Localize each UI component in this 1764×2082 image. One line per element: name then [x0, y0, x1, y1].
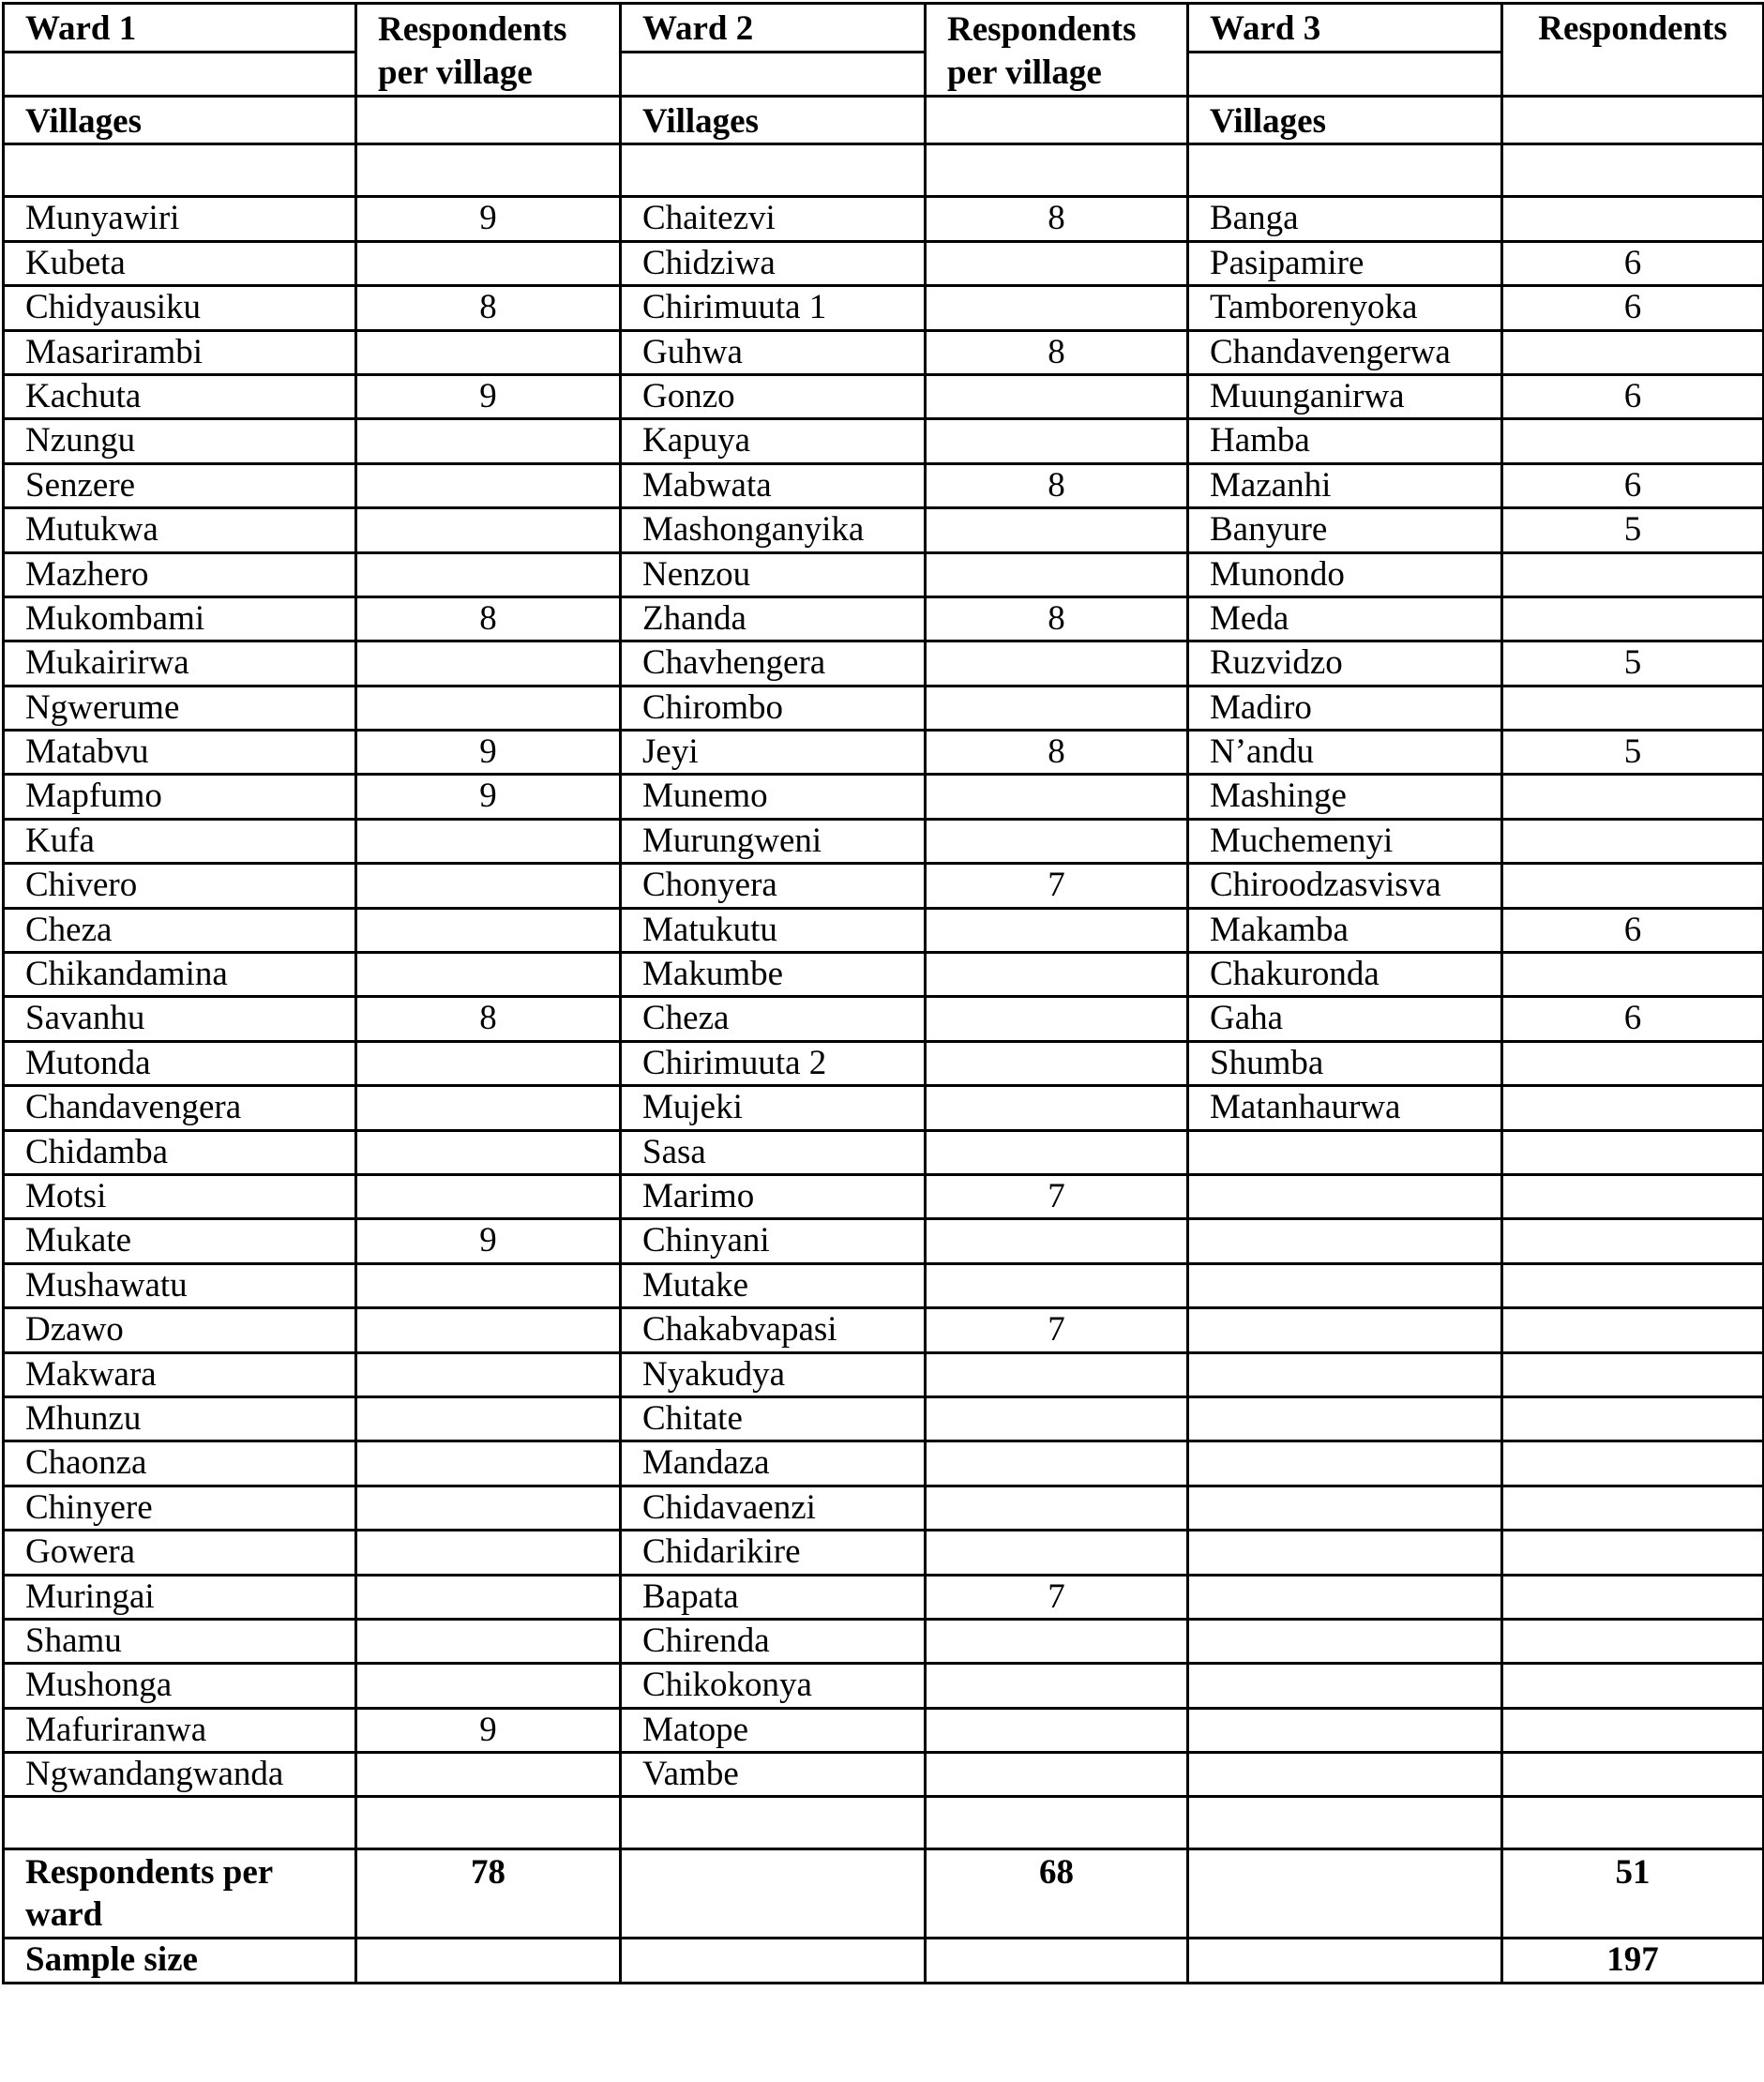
- table-row: [4, 997, 1764, 1041]
- ward3-respondent-count: [1502, 1708, 1764, 1752]
- ward2-village-name: Chinyani: [621, 1219, 926, 1263]
- ward2-respondent-count: [926, 819, 1188, 863]
- ward3-village-name: Matanhaurwa: [1188, 1086, 1502, 1130]
- ward2-village-name: Chidarikire: [621, 1531, 926, 1575]
- empty-cell: [621, 1939, 926, 1983]
- ward2-respondent-count: [926, 286, 1188, 330]
- ward2-village-name: Munemo: [621, 775, 926, 819]
- ward3-village-name: Makamba: [1188, 908, 1502, 952]
- ward1-respondent-count: [356, 330, 621, 374]
- table-row: [4, 1753, 1764, 1797]
- table-row: [4, 819, 1764, 863]
- table-row: [4, 1219, 1764, 1263]
- ward1-respondent-count: [356, 1263, 621, 1307]
- ward1-village-name: Chikandamina: [4, 953, 356, 997]
- ward2-respondent-count: [926, 552, 1188, 596]
- ward2-respondent-count: 7: [926, 1174, 1188, 1218]
- table-row: [4, 1396, 1764, 1441]
- ward3-respondent-count: [1502, 775, 1764, 819]
- ward3-respondent-count: 6: [1502, 374, 1764, 418]
- ward1-respondent-count: [356, 1174, 621, 1218]
- ward3-village-name: [1188, 1619, 1502, 1663]
- ward1-respondent-count: [356, 1753, 621, 1797]
- ward2-village-name: Mandaza: [621, 1441, 926, 1486]
- ward3-village-name: [1188, 1708, 1502, 1752]
- ward3-respondent-count: 6: [1502, 908, 1764, 952]
- table-row: [4, 374, 1764, 418]
- ward1-respondent-count: [356, 1352, 621, 1396]
- ward1-respondent-count: 9: [356, 1708, 621, 1752]
- ward3-village-name: Tamborenyoka: [1188, 286, 1502, 330]
- ward1-village-name: Chaonza: [4, 1441, 356, 1486]
- ward3-village-name: Ruzvidzo: [1188, 641, 1502, 686]
- ward1-village-name: Nzungu: [4, 419, 356, 463]
- ward3-village-name: [1188, 1130, 1502, 1174]
- ward3-village-name: [1188, 1396, 1502, 1441]
- empty-cell: [621, 1849, 926, 1939]
- ward3-respondent-count: [1502, 1619, 1764, 1663]
- ward3-respondent-count: 5: [1502, 731, 1764, 775]
- ward1-village-name: Cheza: [4, 908, 356, 952]
- ward1-respondent-count: [356, 508, 621, 552]
- ward2-respondent-count: 7: [926, 1308, 1188, 1352]
- ward3-village-name: Hamba: [1188, 419, 1502, 463]
- ward1-village-name: Mhunzu: [4, 1396, 356, 1441]
- table-row: [4, 1041, 1764, 1085]
- empty-cell: [926, 97, 1188, 144]
- ward2-respondent-count: [926, 508, 1188, 552]
- ward3-village-name: [1188, 1352, 1502, 1396]
- ward3-respondent-count: 6: [1502, 241, 1764, 285]
- table-row: [4, 731, 1764, 775]
- table-row: [4, 197, 1764, 241]
- ward3-village-name: N’andu: [1188, 731, 1502, 775]
- table-row: [4, 864, 1764, 908]
- ward1-village-name: Mukairirwa: [4, 641, 356, 686]
- ward3-village-name: [1188, 1441, 1502, 1486]
- ward1-village-name: Kachuta: [4, 374, 356, 418]
- ward2-respondent-count: [926, 1486, 1188, 1530]
- ward3-respondent-count: [1502, 1352, 1764, 1396]
- ward3-respondent-count: [1502, 1041, 1764, 1085]
- ward1-village-name: Mapfumo: [4, 775, 356, 819]
- ward3-village-name: Chandavengerwa: [1188, 330, 1502, 374]
- table-row: [4, 775, 1764, 819]
- ward2-village-name: Chakabvapasi: [621, 1308, 926, 1352]
- ward2-village-name: Mashonganyika: [621, 508, 926, 552]
- ward3-respondent-count: [1502, 953, 1764, 997]
- table-row: [4, 1174, 1764, 1218]
- ward1-village-name: Savanhu: [4, 997, 356, 1041]
- ward2-respondent-count: [926, 1263, 1188, 1307]
- ward1-village-name: Chivero: [4, 864, 356, 908]
- ward3-village-name: [1188, 1664, 1502, 1708]
- ward2-village-name: Mutake: [621, 1263, 926, 1307]
- ward1-respondent-count: [356, 1531, 621, 1575]
- table-row: [4, 1308, 1764, 1352]
- ward2-respondent-count: [926, 1708, 1188, 1752]
- ward3-respondent-count: 6: [1502, 286, 1764, 330]
- sample-size-value: 197: [1502, 1939, 1764, 1983]
- ward1-respondent-count: [356, 819, 621, 863]
- ward1-respondent-count: 9: [356, 775, 621, 819]
- ward1-village-name: Munyawiri: [4, 197, 356, 241]
- ward1-respondent-count: 8: [356, 286, 621, 330]
- table-row: [4, 1352, 1764, 1396]
- ward2-respondent-count: 7: [926, 1575, 1188, 1619]
- ward2-village-name: Chikokonya: [621, 1664, 926, 1708]
- ward1-village-name: Matabvu: [4, 731, 356, 775]
- ward3-respondent-count: [1502, 596, 1764, 641]
- respondents-per-ward-label: Respondents per ward: [4, 1849, 356, 1939]
- ward2-village-name: Nenzou: [621, 552, 926, 596]
- table-row: [4, 286, 1764, 330]
- ward2-village-name: Vambe: [621, 1753, 926, 1797]
- ward3-village-name: [1188, 1308, 1502, 1352]
- ward1-village-name: Muringai: [4, 1575, 356, 1619]
- table-row: [4, 1441, 1764, 1486]
- ward2-respondent-count: [926, 1531, 1188, 1575]
- table-row: [4, 463, 1764, 507]
- ward2-village-name: Murungweni: [621, 819, 926, 863]
- ward2-village-name: Chirenda: [621, 1619, 926, 1663]
- table-row: [4, 508, 1764, 552]
- ward2-villages-label: Villages: [621, 97, 926, 144]
- ward3-villages-label: Villages: [1188, 97, 1502, 144]
- ward3-respondent-count: [1502, 1486, 1764, 1530]
- ward3-village-name: Chakuronda: [1188, 953, 1502, 997]
- empty-cell: [1188, 1849, 1502, 1939]
- ward2-respondents-header: Respondents per village: [926, 4, 1188, 97]
- ward1-respondent-count: 9: [356, 731, 621, 775]
- ward3-village-name: Gaha: [1188, 997, 1502, 1041]
- ward3-respondent-count: [1502, 819, 1764, 863]
- ward2-respondent-count: [926, 1664, 1188, 1708]
- ward3-header-spacer: [1188, 52, 1502, 96]
- ward2-respondent-count: 7: [926, 864, 1188, 908]
- ward3-respondent-count: [1502, 1263, 1764, 1307]
- ward3-respondent-count: 5: [1502, 508, 1764, 552]
- ward1-village-name: Makwara: [4, 1352, 356, 1396]
- ward3-village-name: Mashinge: [1188, 775, 1502, 819]
- ward1-village-name: Dzawo: [4, 1308, 356, 1352]
- sample-size-row: [4, 1939, 1764, 1983]
- ward1-respondent-count: 9: [356, 197, 621, 241]
- ward1-respondent-count: [356, 641, 621, 686]
- ward1-respondent-count: [356, 1396, 621, 1441]
- ward1-respondent-count: 8: [356, 596, 621, 641]
- ward1-respondent-count: [356, 1664, 621, 1708]
- table-row: [4, 419, 1764, 463]
- ward1-villages-label: Villages: [4, 97, 356, 144]
- ward3-respondent-count: [1502, 686, 1764, 730]
- ward1-respondent-count: [356, 463, 621, 507]
- ward2-village-name: Kapuya: [621, 419, 926, 463]
- table-row: [4, 330, 1764, 374]
- ward1-respondent-count: [356, 1041, 621, 1085]
- ward3-village-name: Banga: [1188, 197, 1502, 241]
- ward2-respondent-count: 8: [926, 463, 1188, 507]
- ward1-village-name: Kubeta: [4, 241, 356, 285]
- ward1-header: Ward 1: [4, 4, 356, 53]
- ward3-village-name: Meda: [1188, 596, 1502, 641]
- empty-cell: [356, 97, 621, 144]
- ward3-respondent-count: [1502, 197, 1764, 241]
- table-row: [4, 953, 1764, 997]
- table-row: [4, 641, 1764, 686]
- ward3-total: 51: [1502, 1849, 1764, 1939]
- ward2-respondent-count: 8: [926, 330, 1188, 374]
- table-row: [4, 908, 1764, 952]
- ward1-village-name: Mukombami: [4, 596, 356, 641]
- table-row: [4, 1664, 1764, 1708]
- ward1-village-name: Chidamba: [4, 1130, 356, 1174]
- ward1-respondent-count: [356, 419, 621, 463]
- ward2-village-name: Chitate: [621, 1396, 926, 1441]
- empty-cell: [1502, 97, 1764, 144]
- ward2-village-name: Chonyera: [621, 864, 926, 908]
- ward2-village-name: Zhanda: [621, 596, 926, 641]
- table-row: [4, 1708, 1764, 1752]
- ward3-village-name: [1188, 1575, 1502, 1619]
- ward2-respondent-count: [926, 419, 1188, 463]
- ward1-total: 78: [356, 1849, 621, 1939]
- table-row: [4, 596, 1764, 641]
- ward3-village-name: Mazanhi: [1188, 463, 1502, 507]
- ward2-respondent-count: [926, 775, 1188, 819]
- ward2-respondent-count: [926, 1041, 1188, 1085]
- ward1-village-name: Mutukwa: [4, 508, 356, 552]
- ward2-village-name: Gonzo: [621, 374, 926, 418]
- spacer-row: [4, 144, 1764, 197]
- ward2-village-name: Chidavaenzi: [621, 1486, 926, 1530]
- ward1-village-name: Chidyausiku: [4, 286, 356, 330]
- ward3-respondent-count: [1502, 1531, 1764, 1575]
- ward3-respondent-count: [1502, 330, 1764, 374]
- ward2-respondent-count: [926, 241, 1188, 285]
- ward1-respondent-count: [356, 686, 621, 730]
- ward1-respondent-count: 9: [356, 374, 621, 418]
- ward3-respondent-count: [1502, 1130, 1764, 1174]
- ward1-village-name: Mushonga: [4, 1664, 356, 1708]
- ward2-respondent-count: [926, 1130, 1188, 1174]
- ward2-village-name: Mabwata: [621, 463, 926, 507]
- ward2-village-name: Chidziwa: [621, 241, 926, 285]
- ward3-village-name: Muunganirwa: [1188, 374, 1502, 418]
- ward2-village-name: Chirimuuta 1: [621, 286, 926, 330]
- ward3-village-name: Munondo: [1188, 552, 1502, 596]
- ward1-respondent-count: [356, 908, 621, 952]
- ward2-village-name: Bapata: [621, 1575, 926, 1619]
- ward1-respondent-count: [356, 1086, 621, 1130]
- respondents-by-village-table: [2, 2, 1764, 1984]
- respondents-per-ward-row: [4, 1849, 1764, 1939]
- table-row: [4, 241, 1764, 285]
- ward3-respondent-count: [1502, 1219, 1764, 1263]
- ward3-village-name: [1188, 1263, 1502, 1307]
- ward1-respondent-count: [356, 241, 621, 285]
- ward3-village-name: Shumba: [1188, 1041, 1502, 1085]
- spacer-row: [4, 1797, 1764, 1849]
- table-row: [4, 1486, 1764, 1530]
- empty-cell: [926, 1939, 1188, 1983]
- ward1-village-name: Shamu: [4, 1619, 356, 1663]
- ward2-respondent-count: [926, 1619, 1188, 1663]
- ward2-village-name: Mujeki: [621, 1086, 926, 1130]
- ward2-village-name: Chavhengera: [621, 641, 926, 686]
- ward2-respondent-count: [926, 1753, 1188, 1797]
- ward3-respondent-count: [1502, 1308, 1764, 1352]
- ward2-respondent-count: [926, 641, 1188, 686]
- ward1-respondent-count: 8: [356, 997, 621, 1041]
- ward2-village-name: Sasa: [621, 1130, 926, 1174]
- ward3-village-name: Muchemenyi: [1188, 819, 1502, 863]
- ward2-village-name: Nyakudya: [621, 1352, 926, 1396]
- ward1-village-name: Mutonda: [4, 1041, 356, 1085]
- ward1-village-name: Mukate: [4, 1219, 356, 1263]
- ward3-village-name: [1188, 1531, 1502, 1575]
- ward3-village-name: [1188, 1174, 1502, 1218]
- ward3-header: Ward 3: [1188, 4, 1502, 53]
- ward3-respondent-count: [1502, 1441, 1764, 1486]
- sample-size-label: Sample size: [4, 1939, 356, 1983]
- ward3-village-name: [1188, 1486, 1502, 1530]
- ward2-respondent-count: [926, 1086, 1188, 1130]
- ward3-respondent-count: [1502, 1396, 1764, 1441]
- ward3-respondent-count: [1502, 864, 1764, 908]
- ward3-respondent-count: [1502, 419, 1764, 463]
- table-row: [4, 1531, 1764, 1575]
- ward3-village-name: Banyure: [1188, 508, 1502, 552]
- ward1-respondent-count: [356, 864, 621, 908]
- ward1-respondent-count: [356, 1441, 621, 1486]
- ward2-village-name: Marimo: [621, 1174, 926, 1218]
- ward1-village-name: Chandavengera: [4, 1086, 356, 1130]
- ward3-village-name: [1188, 1219, 1502, 1263]
- ward2-village-name: Guhwa: [621, 330, 926, 374]
- ward2-respondent-count: [926, 997, 1188, 1041]
- ward2-respondent-count: 8: [926, 731, 1188, 775]
- ward1-village-name: Mafuriranwa: [4, 1708, 356, 1752]
- table-row: [4, 1263, 1764, 1307]
- ward1-village-name: Senzere: [4, 463, 356, 507]
- table-row: [4, 1619, 1764, 1663]
- ward2-village-name: Matukutu: [621, 908, 926, 952]
- ward3-respondents-header: Respondents: [1502, 4, 1764, 97]
- ward1-respondents-header: Respondents per village: [356, 4, 621, 97]
- ward1-respondent-count: [356, 953, 621, 997]
- ward3-respondent-count: [1502, 1753, 1764, 1797]
- ward1-header-spacer: [4, 52, 356, 96]
- table-row: [4, 1130, 1764, 1174]
- ward2-respondent-count: [926, 1352, 1188, 1396]
- ward2-total: 68: [926, 1849, 1188, 1939]
- ward2-village-name: Makumbe: [621, 953, 926, 997]
- ward2-respondent-count: [926, 374, 1188, 418]
- ward2-header-spacer: [621, 52, 926, 96]
- ward2-village-name: Matope: [621, 1708, 926, 1752]
- ward1-respondent-count: [356, 1486, 621, 1530]
- table-row: [4, 1575, 1764, 1619]
- ward2-village-name: Chirimuuta 2: [621, 1041, 926, 1085]
- ward2-respondent-count: [926, 908, 1188, 952]
- ward3-respondent-count: [1502, 1664, 1764, 1708]
- ward2-respondent-count: [926, 686, 1188, 730]
- ward3-village-name: Pasipamire: [1188, 241, 1502, 285]
- ward1-village-name: Kufa: [4, 819, 356, 863]
- ward3-respondent-count: [1502, 1174, 1764, 1218]
- ward2-respondent-count: 8: [926, 197, 1188, 241]
- ward3-respondent-count: [1502, 1575, 1764, 1619]
- table-row: [4, 1086, 1764, 1130]
- ward1-village-name: Motsi: [4, 1174, 356, 1218]
- ward3-respondent-count: [1502, 1086, 1764, 1130]
- ward1-village-name: Mushawatu: [4, 1263, 356, 1307]
- ward1-respondent-count: [356, 1619, 621, 1663]
- ward1-village-name: Ngwerume: [4, 686, 356, 730]
- empty-cell: [356, 1939, 621, 1983]
- ward3-respondent-count: 5: [1502, 641, 1764, 686]
- ward1-respondent-count: [356, 552, 621, 596]
- ward3-respondent-count: 6: [1502, 463, 1764, 507]
- ward2-respondent-count: 8: [926, 596, 1188, 641]
- ward2-header: Ward 2: [621, 4, 926, 53]
- ward1-village-name: Gowera: [4, 1531, 356, 1575]
- ward3-village-name: Chiroodzasvisva: [1188, 864, 1502, 908]
- ward1-respondent-count: [356, 1575, 621, 1619]
- ward3-respondent-count: [1502, 552, 1764, 596]
- ward2-respondent-count: [926, 953, 1188, 997]
- table-row: [4, 552, 1764, 596]
- ward2-respondent-count: [926, 1396, 1188, 1441]
- ward3-village-name: Madiro: [1188, 686, 1502, 730]
- ward2-village-name: Chirombo: [621, 686, 926, 730]
- table-row: [4, 686, 1764, 730]
- ward1-village-name: Ngwandangwanda: [4, 1753, 356, 1797]
- ward3-village-name: [1188, 1753, 1502, 1797]
- ward1-village-name: Chinyere: [4, 1486, 356, 1530]
- ward1-village-name: Mazhero: [4, 552, 356, 596]
- ward1-respondent-count: [356, 1130, 621, 1174]
- ward3-respondent-count: 6: [1502, 997, 1764, 1041]
- ward2-village-name: Jeyi: [621, 731, 926, 775]
- ward1-respondent-count: [356, 1308, 621, 1352]
- ward2-village-name: Cheza: [621, 997, 926, 1041]
- ward2-village-name: Chaitezvi: [621, 197, 926, 241]
- empty-cell: [1188, 1939, 1502, 1983]
- ward2-respondent-count: [926, 1219, 1188, 1263]
- ward1-respondent-count: 9: [356, 1219, 621, 1263]
- ward2-respondent-count: [926, 1441, 1188, 1486]
- ward1-village-name: Masarirambi: [4, 330, 356, 374]
